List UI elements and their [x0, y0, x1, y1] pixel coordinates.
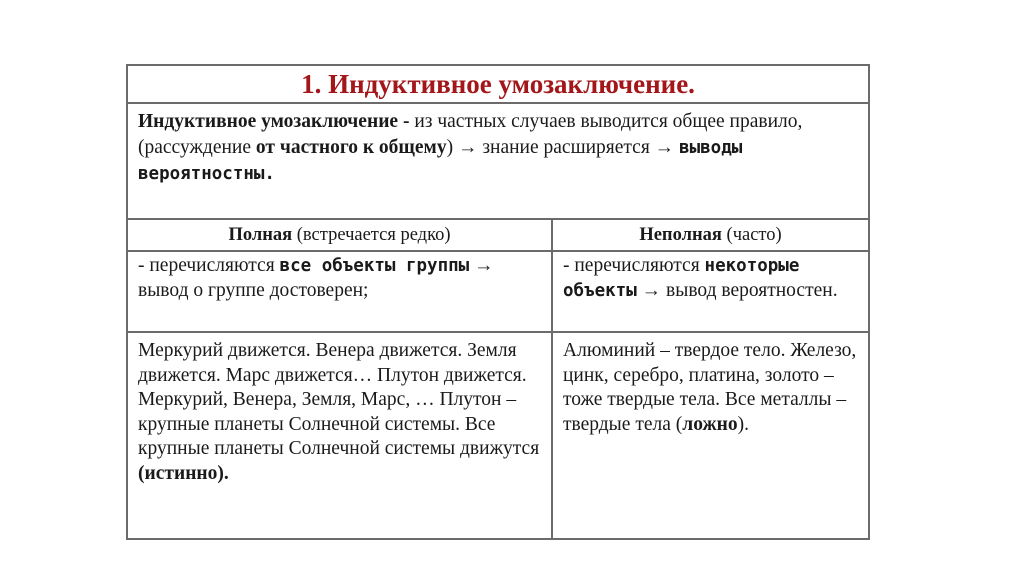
full-desc-prefix: - перечисляются [138, 255, 280, 276]
full-desc-suffix: → вывод о группе достоверен; [138, 255, 494, 301]
header-full-note: (встречается редко) [292, 224, 451, 245]
header-full-name: Полная [228, 224, 293, 245]
partial-example-end: ). [737, 413, 749, 435]
header-partial-name: Неполная [639, 224, 722, 245]
partial-example-verdict: ложно [682, 413, 738, 435]
partial-example [553, 333, 868, 538]
full-example [128, 333, 553, 538]
description-row [128, 252, 868, 333]
partial-description [553, 252, 868, 331]
induction-table [126, 64, 870, 540]
partial-desc-prefix: - перечисляются [563, 255, 705, 276]
partial-example-text: Алюминий – твердое тело. Железо, цинк, серебро, платина, золото – тоже твердые тела. Все металлы – твердые тела ( [563, 340, 857, 435]
definition-emphasis-2: выводы вероятностны. [138, 138, 743, 184]
header-partial-note: (часто) [721, 224, 782, 245]
header-full [128, 220, 553, 250]
definition [128, 104, 868, 220]
header-partial [553, 220, 868, 250]
full-example-verdict: (истинно). [138, 462, 229, 484]
definition-text-2: ) → знание расширяется → [446, 137, 680, 158]
table-title: 1. Индуктивное умозаключение. [128, 66, 868, 104]
example-row [128, 333, 868, 538]
definition-term: Индуктивное умозаключение - [138, 111, 410, 132]
full-desc-bold: все объекты группы [279, 256, 470, 276]
definition-text-1: из частных случаев выводится общее правило, (рассуждение [138, 111, 803, 158]
full-description [128, 252, 553, 331]
full-example-text: Меркурий движется. Венера движется. Земля движется. Марс движется… Плутон движется. Меркурий, Венера, Земля, Марс, … Плутон –крупные планеты Солнечной системы. Все крупные планеты Солнечной системы движутся [138, 340, 540, 459]
partial-desc-suffix: → вывод вероятностен. [636, 279, 838, 301]
definition-emphasis-1: от частного к общему [255, 137, 447, 158]
partial-desc-bold: некоторые объекты [563, 256, 800, 301]
column-headers [128, 220, 868, 252]
